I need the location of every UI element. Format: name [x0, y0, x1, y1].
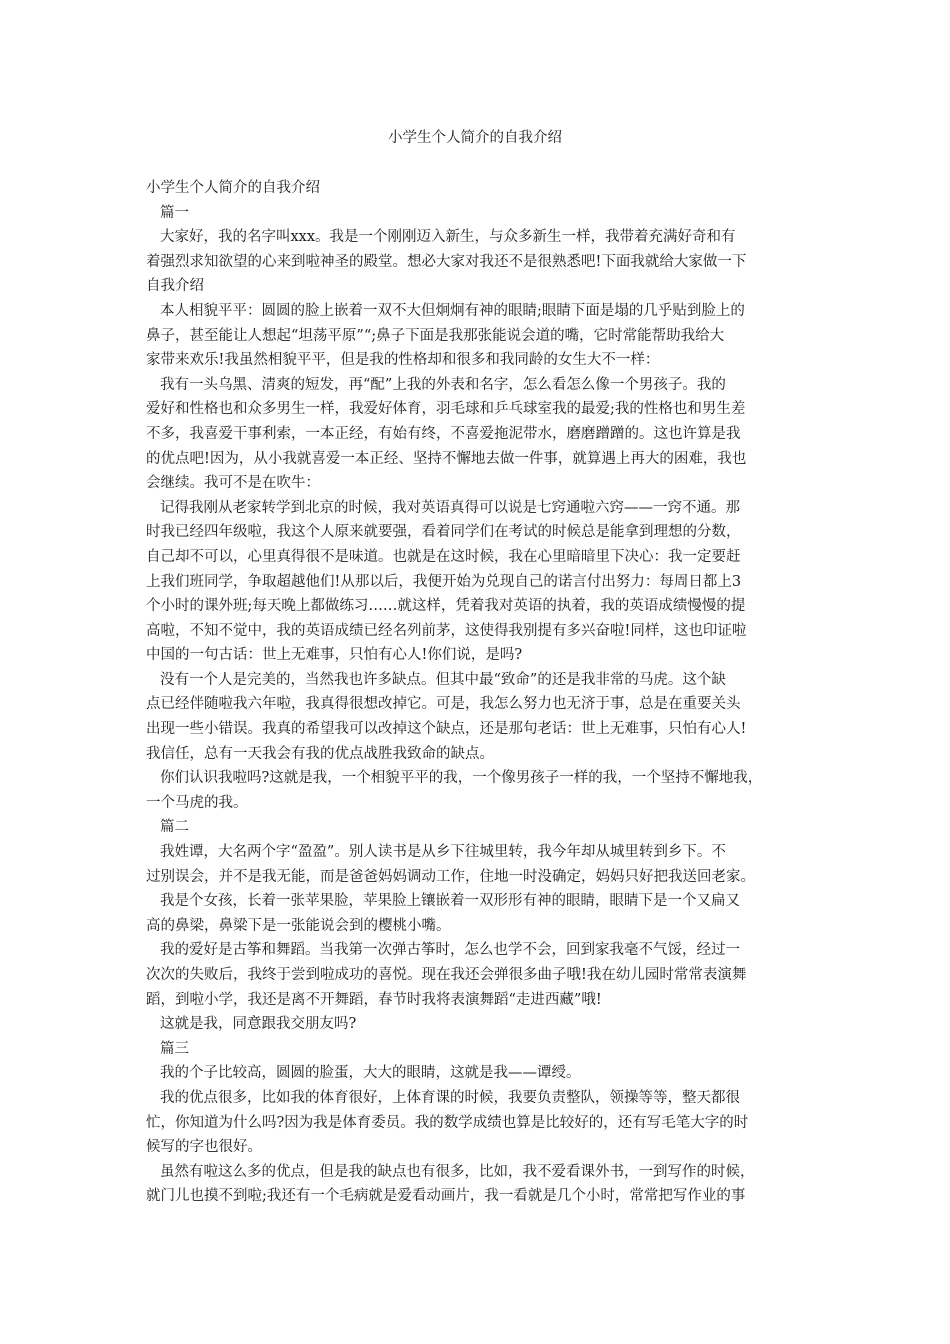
body-line: 就门儿也摸不到啦;我还有一个毛病就是爱看动画片，我一看就是几个小时，常常把写作业的事 [146, 1188, 746, 1205]
body-line: 上我们班同学，争取超越他们!从那以后，我便开始为兑现自己的诺言付出努力：每周日都上3 [146, 573, 742, 590]
body-line: 过别误会，并不是我无能，而是爸爸妈妈调动工作，住地一时没确定，妈妈只好把我送回老家。 [146, 868, 755, 885]
body-line: 我信任，总有一天我会有我的优点战胜我致命的缺点。 [146, 745, 494, 762]
body-line: 篇二 [160, 819, 189, 836]
body-line: 没有一个人是完美的，当然我也许多缺点。但其中最“致命”的还是我非常的马虎。这个缺 [160, 671, 726, 688]
body-line: 鼻子，甚至能让人想起“坦荡平原”“;鼻子下面是我那张能说会道的嘴，它时常能帮助我给大 [146, 327, 725, 344]
body-line: 你们认识我啦吗?这就是我，一个相貌平平的我，一个像男孩子一样的我，一个坚持不懈地我， [160, 770, 763, 787]
body-line: 篇一 [160, 204, 189, 221]
body-line: 中国的一句古话：世上无难事，只怕有心人!你们说，是吗? [146, 647, 523, 664]
body-line: 篇三 [160, 1040, 189, 1057]
body-line: 高啦，不知不觉中，我的英语成绩已经名列前茅，这使得我别提有多兴奋啦!同样，这也印证啦 [146, 622, 747, 639]
body-line: 会继续。我可不是在吹牛： [146, 475, 320, 492]
body-line: 个小时的课外班;每天晚上都做练习……就这样，凭着我对英语的执着，我的英语成绩慢慢的提 [146, 598, 746, 615]
body-line: 一个马虎的我。 [146, 794, 248, 811]
body-line: 大家好，我的名字叫xxx。我是一个刚刚迈入新生，与众多新生一样，我带着充满好奇和有 [160, 229, 736, 246]
document-title: 小学生个人简介的自我介绍 [388, 130, 562, 146]
body-line: 小学生个人简介的自我介绍 [146, 180, 320, 196]
body-line: 着强烈求知欲望的心来到啦神圣的殿堂。想必大家对我还不是很熟悉吧!下面我就给大家做一下 [146, 253, 747, 270]
body-line: 我姓谭，大名两个字“盈盈”。别人读书是从乡下往城里转，我今年却从城里转到乡下。不 [160, 844, 726, 861]
body-line: 这就是我，同意跟我交朋友吗? [160, 1016, 357, 1033]
body-line: 我是个女孩，长着一张苹果脸，苹果脸上镶嵌着一双形形有神的眼睛，眼睛下是一个又扁又 [160, 893, 740, 910]
body-line: 我的个子比较高，圆圆的脸蛋，大大的眼睛，这就是我——谭绶。 [160, 1065, 581, 1082]
body-line: 我有一头乌黑、清爽的短发，再“配”上我的外表和名字，怎么看怎么像一个男孩子。我的 [160, 376, 726, 393]
body-line: 家带来欢乐!我虽然相貌平平，但是我的性格却和很多和我同龄的女生大不一样： [146, 352, 660, 369]
body-line: 我的爱好是古筝和舞蹈。当我第一次弹古筝时，怎么也学不会，回到家我毫不气馁，经过一 [160, 942, 740, 959]
body-line: 自己却不可以，心里真得很不是味道。也就是在这时候，我在心里暗暗里下决心：我一定要赶 [146, 548, 741, 565]
body-line: 我的优点很多，比如我的体育很好，上体育课的时候，我要负责整队，领操等等，整天都很 [160, 1089, 740, 1106]
body-line: 候写的字也很好。 [146, 1139, 262, 1156]
body-line: 高的鼻梁，鼻梁下是一张能说会到的樱桃小嘴。 [146, 917, 451, 934]
body-line: 爱好和性格也和众多男生一样，我爱好体育，羽毛球和乒乓球室我的最爱;我的性格也和男生差 [146, 401, 746, 418]
body-line: 点已经伴随啦我六年啦，我真得很想改掉它。可是，我怎么努力也无济于事，总是在重要关头 [146, 696, 741, 713]
body-line: 的优点吧!因为，从小我就喜爱一本正经、坚持不懈地去做一件事，就算遇上再大的困难，我也 [146, 450, 747, 467]
body-line: 忙，你知道为什么吗?因为我是体育委员。我的数学成绩也算是比较好的，还有写毛笔大字的时 [146, 1114, 749, 1131]
body-line: 出现一些小错误。我真的希望我可以改掉这个缺点，还是那句老话：世上无难事，只怕有心人! [146, 721, 747, 738]
body-line: 次次的失败后，我终于尝到啦成功的喜悦。现在我还会弹很多曲子哦!我在幼儿园时常常表演舞 [146, 967, 747, 983]
body-line: 蹈，到啦小学，我还是离不开舞蹈，春节时我将表演舞蹈“走进西藏”哦! [146, 991, 602, 1008]
body-line: 不多，我喜爱干事利索，一本正经，有始有终，不喜爱拖泥带水，磨磨蹭蹭的。这也许算是我 [146, 425, 741, 442]
body-line: 本人相貌平平：圆圆的脸上嵌着一双不大但炯炯有神的眼睛;眼睛下面是塌的几乎贴到脸上的 [160, 302, 745, 319]
body-line: 虽然有啦这么多的优点，但是我的缺点也有很多，比如，我不爱看课外书，一到写作的时候， [160, 1163, 755, 1180]
document-body [146, 176, 816, 1209]
body-line: 时我已经四年级啦，我这个人原来就要强，看着同学们在考试的时候总是能拿到理想的分数， [146, 524, 741, 541]
body-line: 自我介绍 [146, 278, 204, 295]
body-line: 记得我刚从老家转学到北京的时候，我对英语真得可以说是七窍通啦六窍——一窍不通。那 [160, 499, 740, 516]
